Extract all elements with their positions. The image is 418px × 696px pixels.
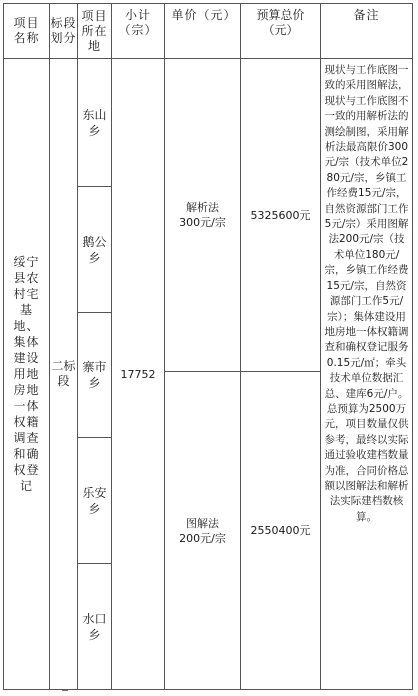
data-table — [3, 3, 413, 690]
project-name-cell: 绥宁县农村宅基地、集体建设用地房地一体权籍调查和确权登记 — [13, 255, 40, 493]
remarks-cell: 现状与工作底图一致的采用图解法，现状与工作底图不一致的用解析法的测绘制图，采用解析法最高限价300元/宗（技术单位280元/宗，乡镇工作经费15元/宗，自然资源部门工作5元/宗）采用图解法200元/宗（技术单位180元/宗，乡镇工作经费15元/宗，自然资源部门工作5元/宗）；集体建设用地房地一体权籍调查和确权登记服务 0.15元/㎡；牵头技术单位数据汇总、建库6元/户。总预算为2500万元，项目数量仅供参考，最终以实际通过验收建档数量为准，合同价格总额以图解法和解析法实际建档数核算。 — [324, 64, 409, 523]
header-subtotal: 小计（宗） — [118, 8, 158, 37]
location-cell: 寨市乡 — [82, 360, 107, 390]
header-unit-price: 单价（元） — [171, 8, 237, 22]
section-cell: 二标段 — [51, 359, 76, 388]
header-budget: 预算总价（元） — [256, 8, 305, 37]
header-remarks: 备注 — [353, 8, 380, 22]
location-cell: 水口乡 — [82, 611, 107, 642]
table-border-right — [412, 3, 413, 690]
method-name: 解析法 — [186, 201, 219, 214]
page-edge-mark — [62, 690, 68, 696]
header-section: 标段划分 — [50, 16, 77, 45]
budget-cell: 5325600元 — [250, 208, 311, 222]
location-cell: 乐安乡 — [82, 485, 107, 516]
header-location: 项目所在地 — [81, 8, 108, 53]
unit-price-cell — [165, 372, 240, 689]
location-cell: 东山乡 — [82, 107, 107, 138]
budget-cell: 2550400元 — [250, 524, 311, 537]
method-name: 图解法 — [186, 516, 219, 530]
subtotal-cell: 17752 — [120, 367, 156, 381]
unit-price-cell — [165, 59, 240, 371]
location-cell: 鹅公乡 — [82, 234, 107, 265]
method-price: 300元/宗 — [179, 216, 226, 229]
header-project-name: 项目名称 — [13, 16, 40, 45]
method-price: 200元/宗 — [179, 531, 226, 545]
